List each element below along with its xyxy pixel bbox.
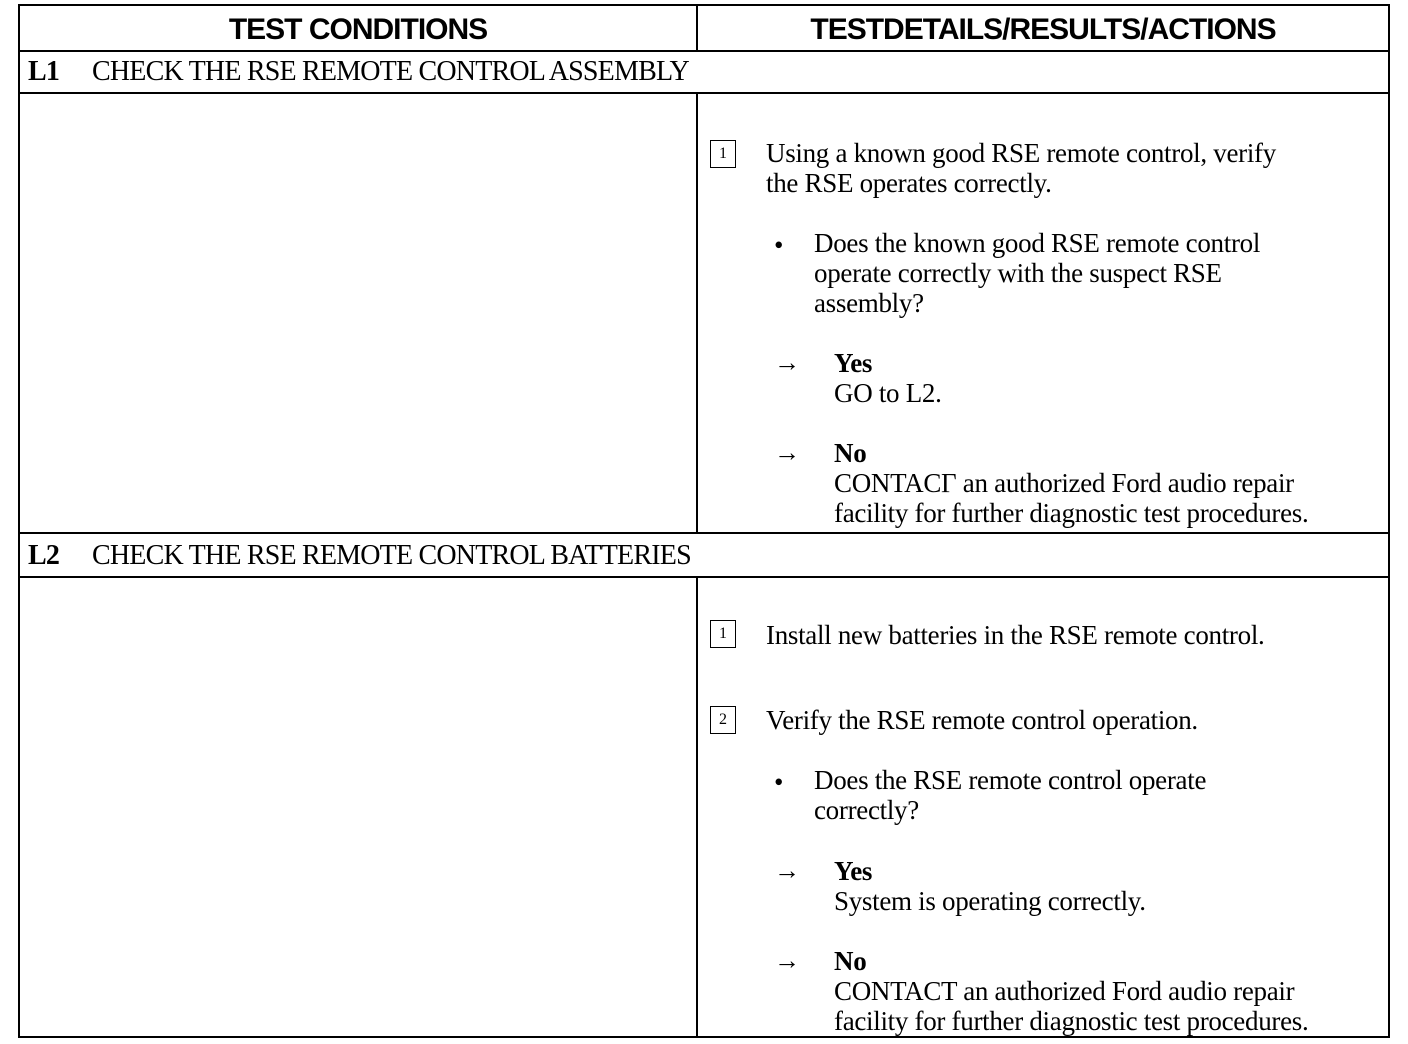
section-l1-title: CHECK THE RSE REMOTE CONTROL ASSEMBLY xyxy=(92,56,689,87)
section-l2-title: CHECK THE RSE REMOTE CONTROL BATTERIES xyxy=(92,540,691,571)
step-number-box: 1 xyxy=(710,140,736,168)
section-l2-conditions xyxy=(20,578,696,1036)
step-number-box: 1 xyxy=(710,620,736,648)
header-test-details: TESTDETAILS/RESULTS/ACTIONS xyxy=(696,6,1388,50)
question-line: assembly? xyxy=(814,288,924,318)
step-text xyxy=(766,620,1264,650)
section-l1-body xyxy=(20,94,1388,534)
no-action-line: CONTACT an authorized Ford audio repair xyxy=(834,976,1295,1006)
section-l2-details xyxy=(696,578,1388,1036)
no-answer xyxy=(834,946,1308,1036)
no-label: No xyxy=(834,438,867,468)
arrow-icon: → xyxy=(774,946,800,975)
table-header xyxy=(20,6,1388,52)
question-text xyxy=(814,765,1206,825)
no-label: No xyxy=(834,946,867,976)
section-l1-details xyxy=(696,94,1388,532)
section-l2-id: L2 xyxy=(28,540,60,571)
question-line: Does the known good RSE remote control xyxy=(814,228,1261,258)
step-number-box: 2 xyxy=(710,706,736,734)
no-answer xyxy=(834,438,1308,528)
section-l2-body xyxy=(20,578,1388,1036)
arrow-icon: → xyxy=(774,348,800,377)
section-l1-header xyxy=(20,50,1388,94)
bullet-icon: • xyxy=(774,767,784,797)
diagnostic-table xyxy=(18,4,1390,1038)
yes-label: Yes xyxy=(834,348,873,378)
yes-action: System is operating correctly. xyxy=(834,886,1146,916)
header-test-conditions: TEST CONDITIONS xyxy=(228,13,488,46)
no-action-line: facility for further diagnostic test procedures. xyxy=(834,498,1309,528)
section-l2-header xyxy=(20,534,1388,578)
yes-label: Yes xyxy=(834,856,873,886)
question-line: Does the RSE remote control operate xyxy=(814,765,1207,795)
question-line: correctly? xyxy=(814,795,919,825)
step-text xyxy=(766,138,1276,198)
yes-answer xyxy=(834,856,1146,916)
no-action-line: facility for further diagnostic test procedures. xyxy=(834,1006,1309,1036)
yes-action: GO to L2. xyxy=(834,378,942,408)
arrow-icon: → xyxy=(774,856,800,885)
step-text-line: Install new batteries in the RSE remote control. xyxy=(766,620,1265,650)
step-text xyxy=(766,705,1198,735)
question-line: operate correctly with the suspect RSE xyxy=(814,258,1222,288)
arrow-icon: → xyxy=(774,438,800,467)
step-text-line: Verify the RSE remote control operation. xyxy=(766,705,1198,735)
step-text-line: Using a known good RSE remote control, verify xyxy=(766,138,1276,168)
step-text-line: the RSE operates correctly. xyxy=(766,168,1052,198)
section-l1-conditions xyxy=(20,94,696,532)
question-text xyxy=(814,228,1260,318)
bullet-icon: • xyxy=(774,230,784,260)
no-action-line: CONTACΓ an authorized Ford audio repair xyxy=(834,468,1294,498)
section-l1-id: L1 xyxy=(28,56,60,87)
yes-answer xyxy=(834,348,942,408)
